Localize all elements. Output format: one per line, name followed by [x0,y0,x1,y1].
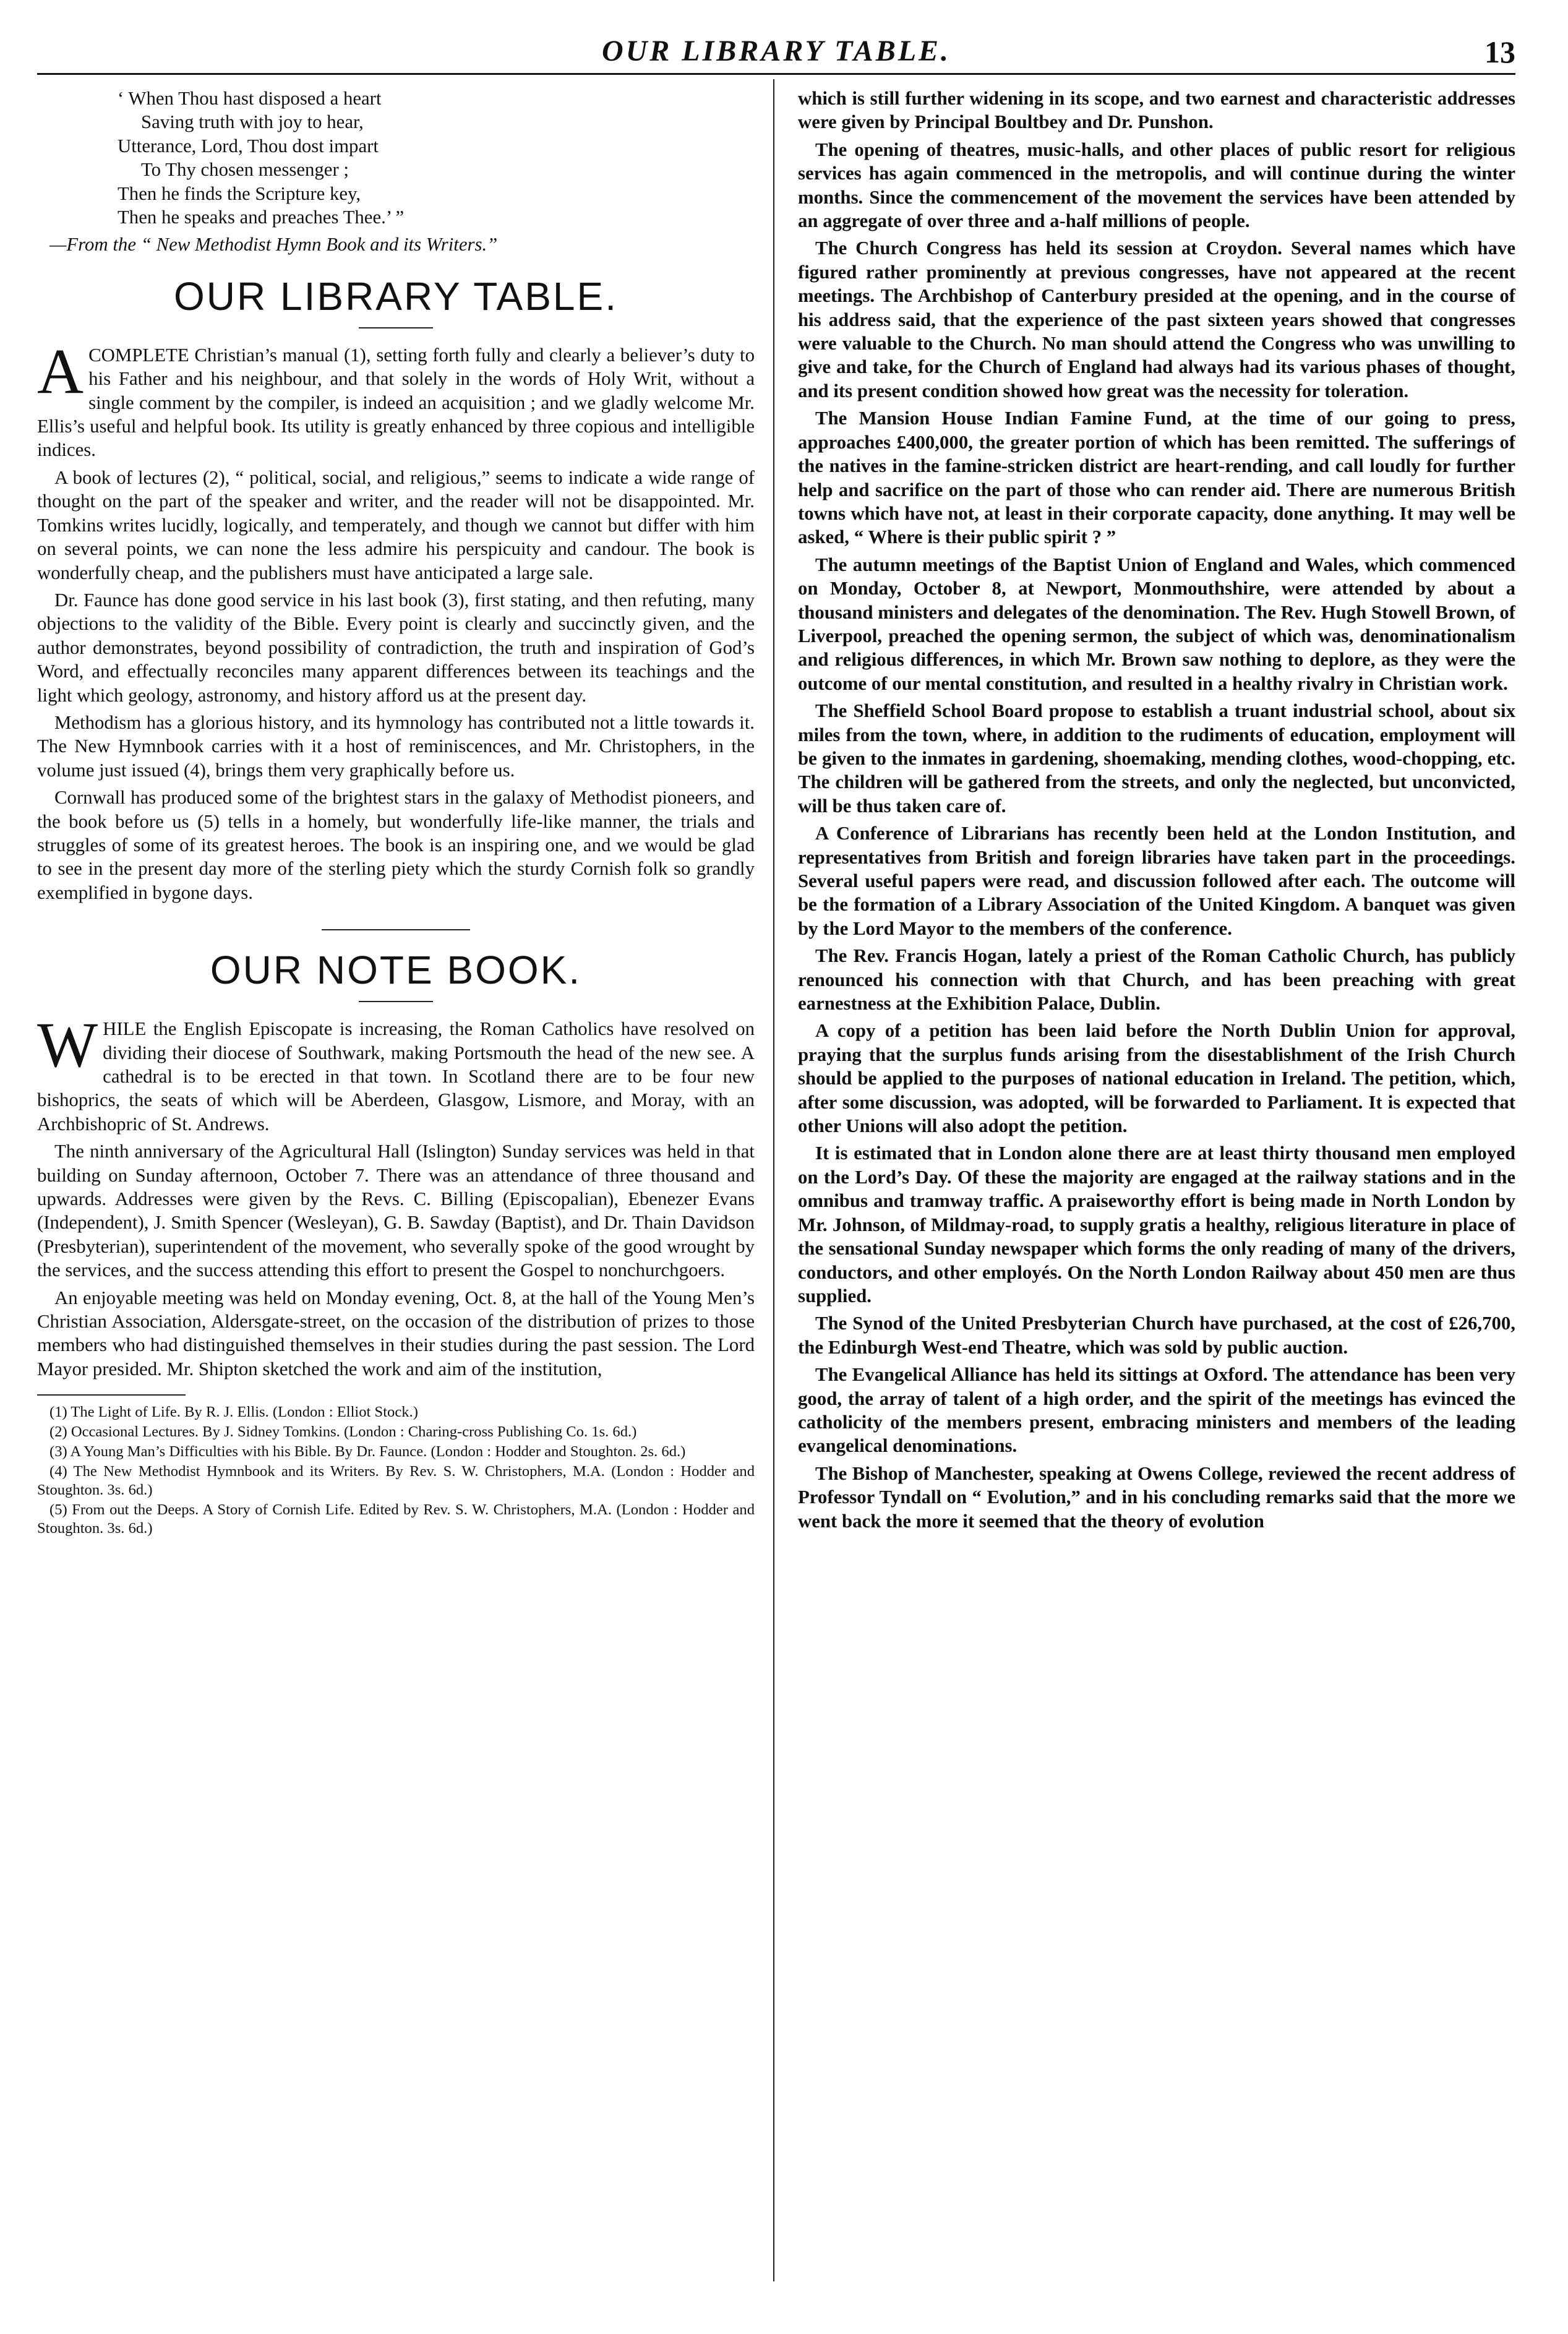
section-rule [322,929,470,930]
verse-line: To Thy chosen messenger ; [141,159,349,181]
drop-cap: A [37,335,84,407]
verse-attribution: —From the “ New Methodist Hymn Book and its Writers.” [49,234,498,255]
running-head [37,34,1515,71]
column-divider [773,79,774,2281]
section-heading-notebook: OUR NOTE BOOK. [210,948,582,993]
paragraph-text: HILE the English Episcopate is increasing, the Roman Catholics have resolved on dividing their diocese of Southwark, making Portsmouth the head of the new see. A cathedral is to be erected in that town. In Scotland there are to be four new bishoprics, the seats of which will be Aberdeen, Glasgow, Lismore, and Moray, with an Archbishopric of St. Andrews. [37,1018,755,1135]
verse-line: Saving truth with joy to hear, [141,111,364,133]
footnote-rule [37,1394,186,1396]
right-column [798,87,1515,1537]
library-paragraph: Methodism has a glorious history, and its hymnology has contributed not a little towards it. The New Hymnbook carries with it a host of reminiscences, and Mr. Christophers, in the volume just issued (4), brings them very graphically before us. [37,711,755,781]
verse-line: Utterance, Lord, Thou dost impart [118,135,379,157]
left-column [37,87,755,1539]
note-paragraph: The Rev. Francis Hogan, lately a priest of the Roman Catholic Church, has publicly renounced his connection with that Church, and has been preaching with great earnestness at the Exhibition Palace, Dublin. [798,945,1515,1015]
footnote: (2) Occasional Lectures. By J. Sidney Tomkins. (London : Charing-cross Publishing Co. 1s. 6d.) [49,1423,637,1441]
footnotes [37,1403,755,1538]
footnote: (1) The Light of Life. By R. J. Ellis. (London : Elliot Stock.) [49,1404,418,1421]
drop-cap: W [37,1010,98,1081]
verse-line: Then he finds the Scripture key, [118,182,361,204]
note-paragraph: The opening of theatres, music-halls, and other places of public resort for religious services has again commenced in the metropolis, and will continue during the winter months. Since the commencement of the movement the services have been attended by an aggregate of over three and a-half millions of people. [798,139,1515,232]
note-paragraph: The Church Congress has held its session at Croydon. Several names which have figured rather prominently at previous congresses, have not appeared at the recent meetings. The Archbishop of Canterbury presided at the opening, and in the course of his address said, that the experience of the past sixteen years showed that congresses were valuable to the Church. No man should attend the Congress who was unwilling to give and take, for the Church of England had always had its various phases of thought, and its present condition showed how great was the necessity for toleration. [798,238,1515,401]
paragraph-text: COMPLETE Christian’s manual (1), setting forth fully and clearly a believer’s duty to his Father and his neighbour, and that solely in the words of Holy Writ, without a single comment by the compiler, is indeed an acquisition ; and we gladly welcome Mr. Ellis’s useful and helpful book. Its utility is greatly enhanced by three copious and intelligible indices. [37,344,755,461]
notebook-paragraph [37,1010,755,1136]
note-paragraph: A Conference of Librarians has recently been held at the London Institution, and representatives from British and foreign libraries have taken part in the proceedings. Several useful papers were read, and discussion followed after each. The outcome will be the formation of a Library Association of the United Kingdom. A banquet was given by the Lord Mayor to the members of the conference. [798,823,1515,939]
note-paragraph: The Synod of the United Presbyterian Church have purchased, at the cost of £26,700, the Edinburgh West-end Theatre, which was sold by public auction. [798,1313,1515,1358]
page-number: 13 [1484,35,1515,69]
section-rule [359,1001,433,1002]
running-title: OUR LIBRARY TABLE. [601,35,951,67]
verse-line: Then he speaks and preaches Thee.’ ” [118,207,405,228]
note-paragraph: The Evangelical Alliance has held its sittings at Oxford. The attendance has been very good, the array of talent of a high order, and the spirit of the meetings has evinced the catholicity of the members present, embracing ministers and members of the leading evangelical denominations. [798,1364,1515,1457]
note-paragraph: It is estimated that in London alone there are at least thirty thousand men employed on the Lord’s Day. Of these the majority are engaged at the railway stations and in the omnibus and tramway traffic. A praiseworthy effort is being made in North London by Mr. Johnson, of Mildmay-road, to supply gratis a healthy, religious literature in place of the sensational Sunday newspaper which forms the only reading of many of the drivers, conductors, and other employés. On the North London Railway about 450 men are thus supplied. [798,1143,1515,1306]
note-paragraph: A copy of a petition has been laid before the North Dublin Union for approval, praying that the surplus funds arising from the disestablishment of the Irish Church should be applied to the purposes of national education in Ireland. The petition, which, after some discussion, was adopted, will be forwarded to Parliament. It is expected that other Unions will also adopt the petition. [798,1020,1515,1137]
head-rule [37,73,1515,75]
note-paragraph: which is still further widening in its scope, and two earnest and characteristic addresses were given by Principal Boultbey and Dr. Punshon. [798,88,1515,133]
note-paragraph: The Bishop of Manchester, speaking at Owens College, reviewed the recent address of Professor Tyndall on “ Evolution,” and in his concluding remarks said that the more we went back the more it seemed that the theory of evolution [798,1462,1515,1532]
section-heading-library: OUR LIBRARY TABLE. [174,273,618,319]
verse-line: ‘ When Thou hast disposed a heart [118,88,382,109]
section-rule [359,327,433,328]
footnote: (5) From out the Deeps. A Story of Cornish Life. Edited by Rev. S. W. Christophers, M.A. (London : Hodder and Stoughton. 3s. 6d.) [37,1501,755,1537]
library-paragraph: A book of lectures (2), “ political, social, and religious,” seems to indicate a wide range of thought on the part of the speaker and writer, and the reader will not be disappointed. Mr. Tomkins writes lucidly, logically, and temperately, and though we cannot but differ with him on several points, we can none the less admire his perspicuity and candour. The book is wonderfully cheap, and the publishers must have anticipated a large sale. [37,466,755,583]
note-paragraph: The Sheffield School Board propose to establish a truant industrial school, about six miles from the town, where, in addition to the rudiments of education, employment will be given to the inmates in gardening, shoemaking, mending clothes, wood-chopping, etc. The children will be gathered from the streets, and only the neglected, but unconvicted, will be thus taken care of. [798,700,1515,817]
note-paragraph: The autumn meetings of the Baptist Union of England and Wales, which commenced on Monday, October 8, at Newport, Monmouthshire, were attended by about a thousand ministers and delegates of the denomination. The Rev. Hugh Stowell Brown, of Liverpool, preached the opening sermon, the subject of which was, denominationalism and religious differences, in which Mr. Brown saw nothing to deplore, as they were the outcome of our mental constitution, and resulted in a healthy rivalry in Christian work. [798,554,1515,694]
library-paragraph: Dr. Faunce has done good service in his last book (3), first stating, and then refuting, many objections to the validity of the Bible. Every point is clearly and succinctly given, and the author demonstrates, beyond possibility of contradiction, the truth and inspiration of God’s Word, and effectually reconciles many apparent differences between its teachings and the light which geology, astronomy, and history afford us at the present day. [37,589,755,706]
notebook-paragraph: The ninth anniversary of the Agricultural Hall (Islington) Sunday services was held in that building on Sunday afternoon, October 7. There was an attendance of three thousand and upwards. Addresses were given by the Revs. C. Billing (Episcopalian), Ebenezer Evans (Independent), J. Smith Spencer (Wesleyan), G. B. Sawday (Baptist), and Dr. Thain Davidson (Presbyterian), superintendent of the movement, who severally spoke of the good wrought by the services, and the success attending this effort to present the Gospel to nonchurchgoers. [37,1141,755,1281]
footnote: (4) The New Methodist Hymnbook and its Writers. By Rev. S. W. Christophers, M.A. (London : Hodder and Stoughton. 3s. 6d.) [37,1463,755,1499]
footnote: (3) A Young Man’s Difficulties with his Bible. By Dr. Faunce. (London : Hodder and Stoughton. 2s. 6d.) [49,1443,686,1461]
note-paragraph: The Mansion House Indian Famine Fund, at the time of our going to press, approaches £400,000, the greater portion of which has been remitted. The sufferings of the natives in the famine-stricken district are heart-rending, and call loudly for further help and sacrifice on the part of those who can render aid. There are numerous British towns which have not, at least in their corporate capacity, done anything. It may well be asked, “ Where is their public spirit ? ” [798,408,1515,548]
hymn-verse [37,87,755,229]
notebook-paragraph: An enjoyable meeting was held on Monday evening, Oct. 8, at the hall of the Young Men’s Christian Association, Aldersgate-street, on the occasion of the distribution of prizes to those members who had distinguished themselves in their studies during the past session. The Lord Mayor presided. Mr. Shipton sketched the work and aim of the institution, [37,1287,755,1379]
library-paragraph: Cornwall has produced some of the brightest stars in the galaxy of Methodist pioneers, and the book before us (5) tells in a homely, but wonderfully life-like manner, the trials and struggles of some of its greatest heroes. The book is an inspiring one, and we would be glad to see in the present day more of the sterling piety which the sturdy Cornish folk so grandly exemplified in bygone days. [37,787,755,903]
library-paragraph [37,335,755,462]
